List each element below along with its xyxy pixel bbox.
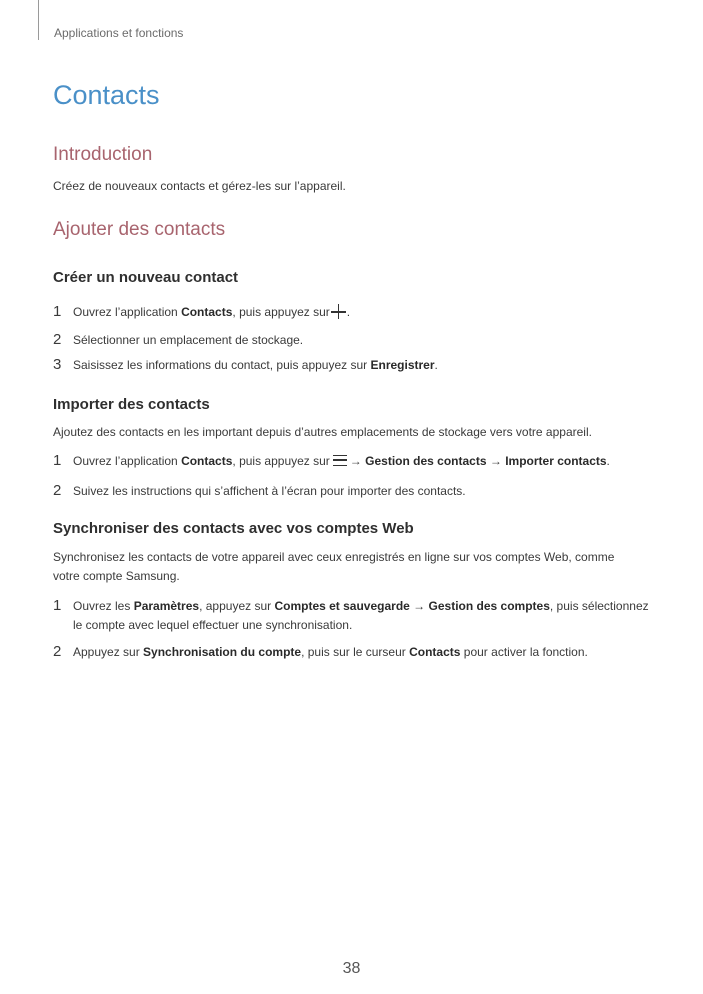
header-rule	[38, 0, 39, 40]
sync-step-2	[53, 643, 653, 662]
menu-icon	[333, 455, 347, 466]
step-number: 1	[53, 303, 62, 320]
page-title: Contacts	[53, 80, 160, 110]
step-number: 1	[53, 597, 62, 614]
running-header: Applications et fonctions	[54, 26, 184, 40]
step-number: 2	[53, 331, 62, 348]
import-contacts-heading: Importer des contacts	[53, 396, 210, 413]
create-step-1	[53, 303, 653, 322]
step-text: Ouvrez l’application Contacts, puis appuyez sur .	[73, 305, 351, 319]
intro-text: Créez de nouveaux contacts et gérez-les sur l’appareil.	[53, 179, 346, 193]
step-number: 3	[53, 356, 62, 373]
page-number: 38	[342, 960, 361, 977]
step-text: Appuyez sur Synchronisation du compte, puis sur le curseur Contacts pour activer la fonction.	[73, 645, 588, 659]
sync-heading: Synchroniser des contacts avec vos comptes Web	[53, 520, 414, 537]
step-text: Ouvrez l’application Contacts, puis appuyez sur → Gestion des contacts → Importer contacts.	[73, 454, 610, 468]
import-text: Ajoutez des contacts en les important depuis d’autres emplacements de stockage vers votre appareil.	[53, 425, 592, 439]
step-text: Suivez les instructions qui s’affichent à l’écran pour importer des contacts.	[73, 484, 466, 498]
import-step-2	[53, 482, 653, 501]
sync-text: Synchronisez les contacts de votre appareil avec ceux enregistrés en ligne sur vos comptes Web, comme votre compte Samsung.	[53, 550, 615, 583]
sync-step-1	[53, 597, 653, 635]
create-step-2	[53, 331, 653, 350]
add-contacts-heading: Ajouter des contacts	[53, 219, 226, 240]
create-contact-heading: Créer un nouveau contact	[53, 269, 239, 286]
plus-icon	[331, 304, 346, 319]
step-number: 1	[53, 452, 62, 469]
step-text: Ouvrez les Paramètres, appuyez sur Comptes et sauvegarde → Gestion des comptes, puis sélectionnez le compte avec lequel effectuer une synchronisation.	[73, 599, 649, 632]
create-step-3	[53, 356, 653, 375]
intro-heading: Introduction	[53, 144, 153, 165]
step-text: Saisissez les informations du contact, puis appuyez sur Enregistrer.	[73, 358, 438, 372]
import-step-1	[53, 452, 653, 471]
step-number: 2	[53, 482, 62, 499]
step-text: Sélectionner un emplacement de stockage.	[73, 333, 304, 347]
step-number: 2	[53, 643, 62, 660]
